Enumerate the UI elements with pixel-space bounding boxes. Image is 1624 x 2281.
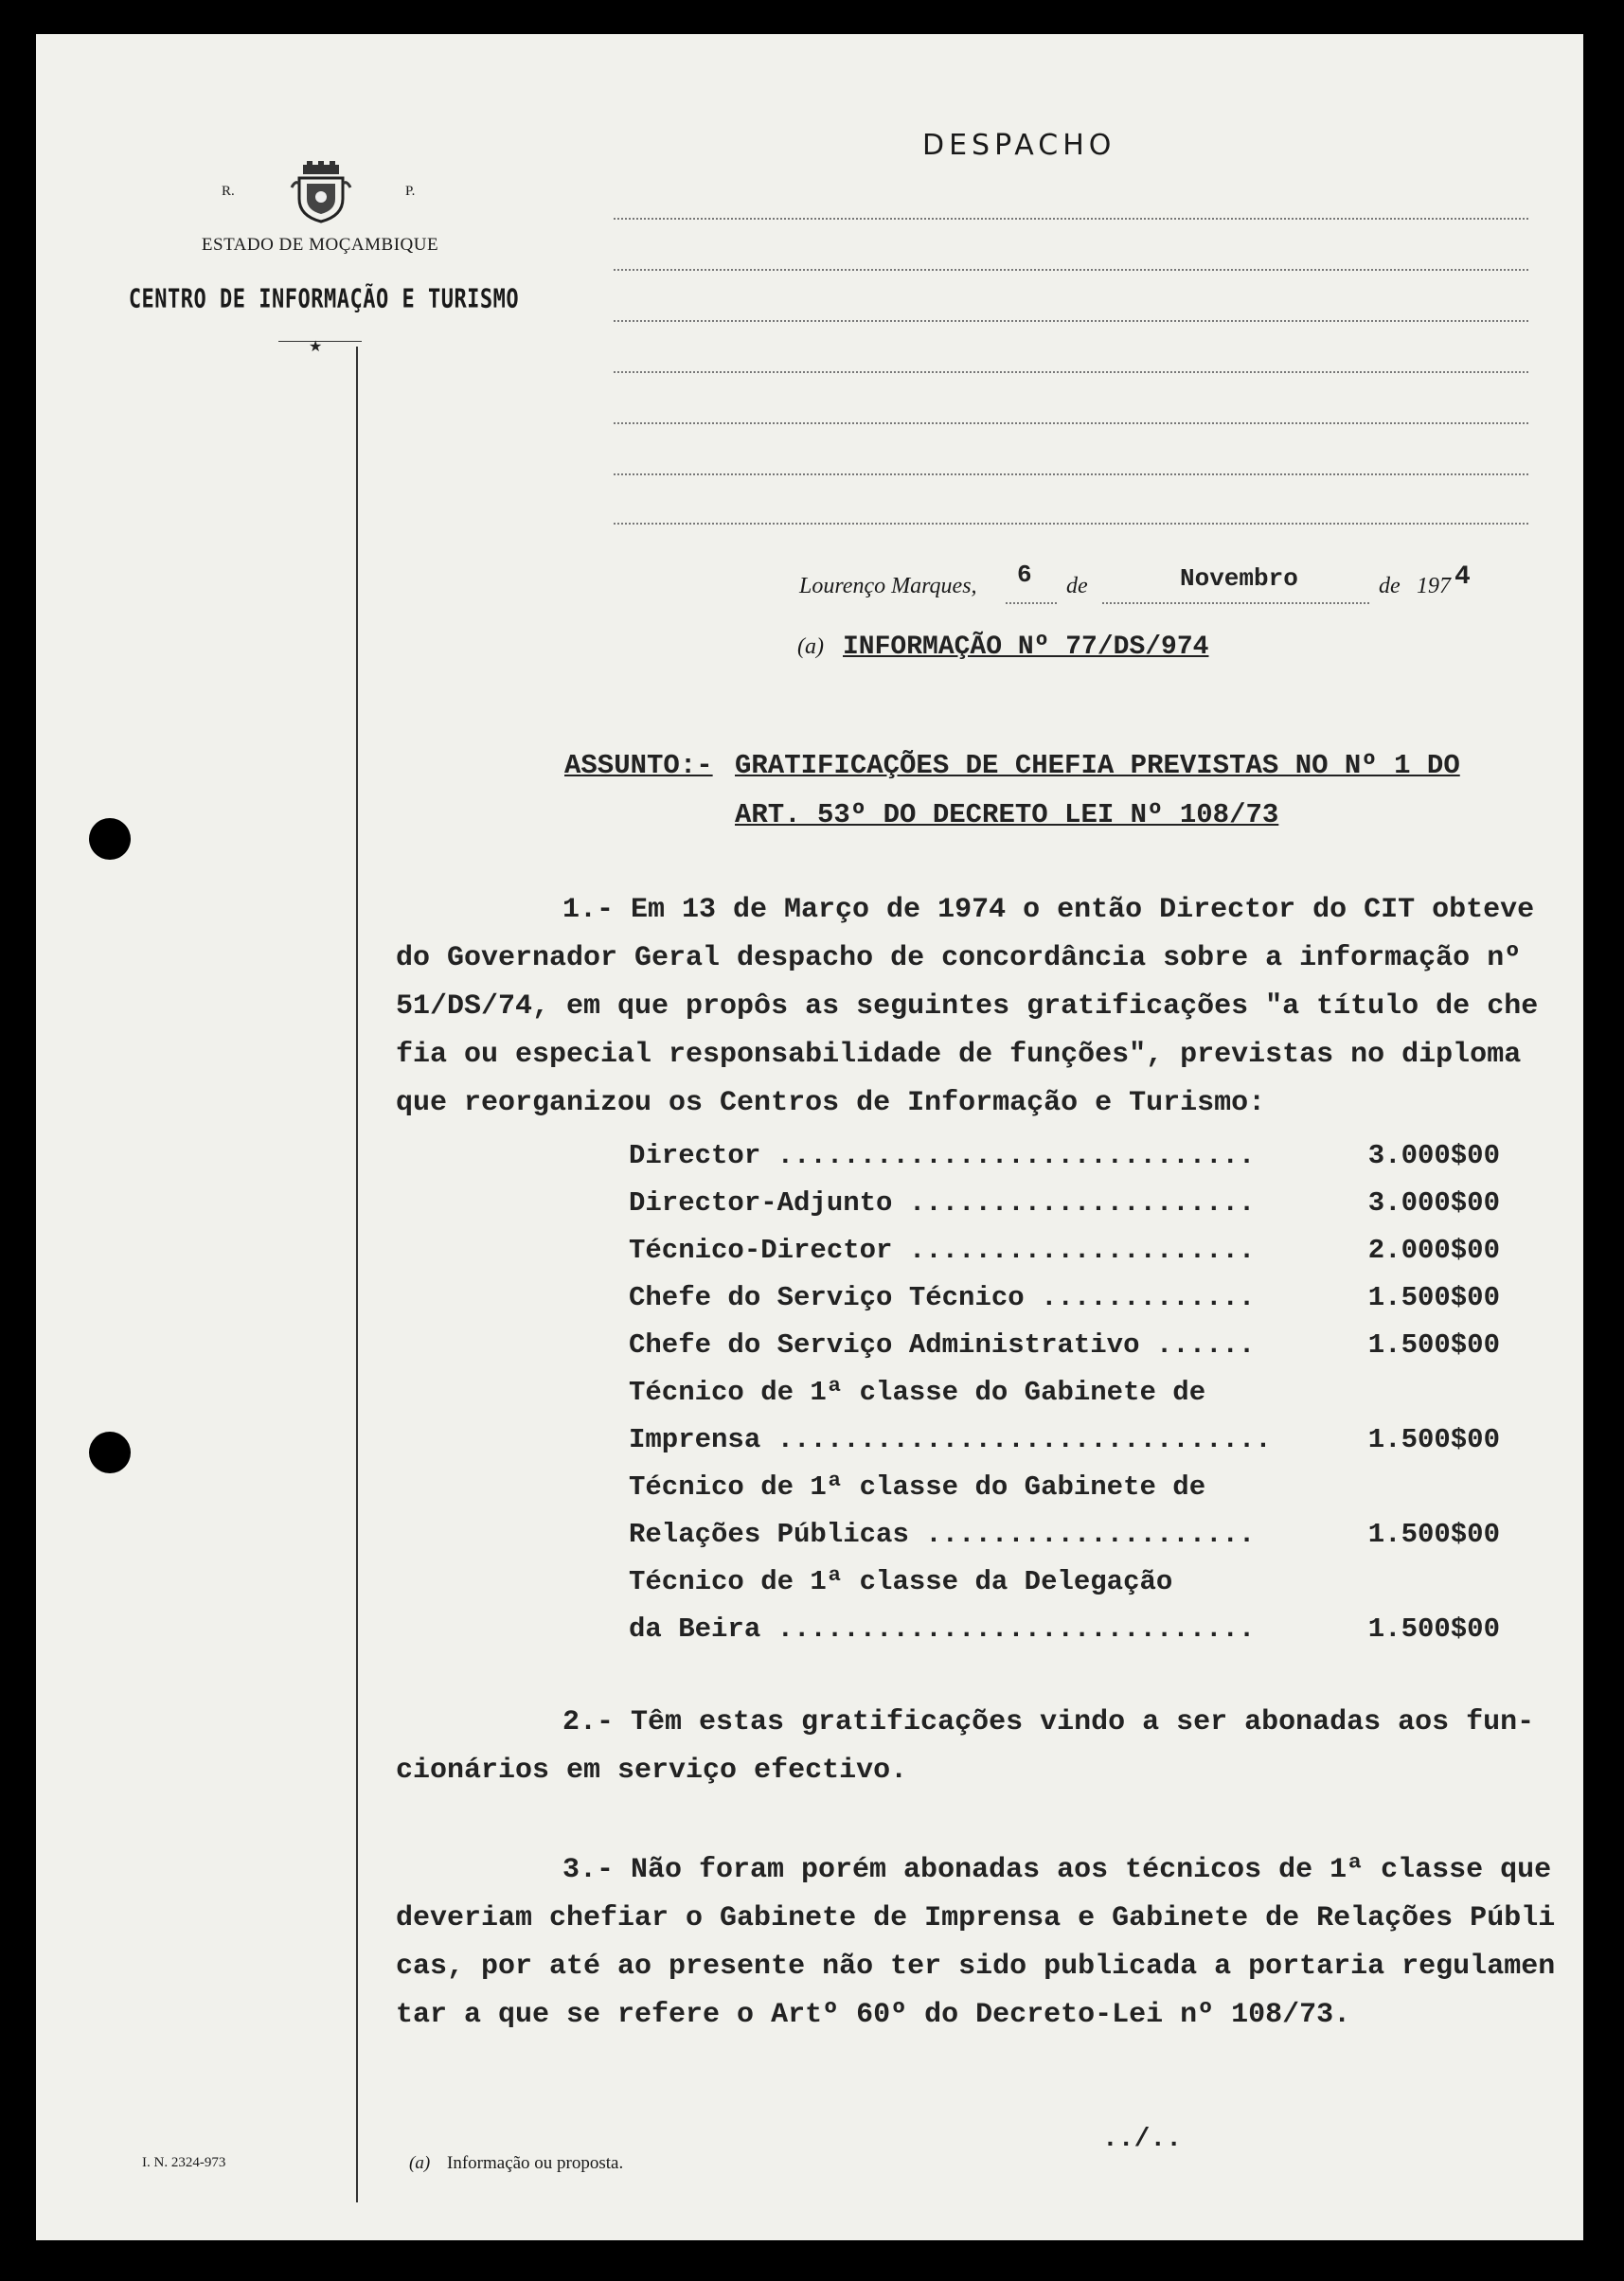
fee-row xyxy=(629,1187,1500,1235)
continuation-mark: ../.. xyxy=(1102,2125,1183,2154)
gratification-table xyxy=(629,1140,1500,1670)
fee-amount: 1.500$00 xyxy=(1367,1613,1500,1645)
star-icon: ★ xyxy=(309,339,323,355)
fee-row xyxy=(629,1377,1500,1424)
fee-row xyxy=(629,1613,1500,1661)
despacho-line-4 xyxy=(614,371,1528,373)
fee-amount: 1.500$00 xyxy=(1367,1519,1500,1550)
paragraph-2-line-1: 2.- Têm estas gratificações vindo a ser abonadas aos fun- xyxy=(562,1706,1535,1738)
fee-label: Técnico-Director ..................... xyxy=(629,1235,1256,1266)
fee-row xyxy=(629,1424,1500,1471)
despacho-line-7 xyxy=(614,523,1528,525)
ref-marker: (a) xyxy=(797,634,824,659)
document-page xyxy=(36,34,1583,2240)
despacho-line-1 xyxy=(614,218,1528,220)
fee-label: Técnico de 1ª classe da Delegação xyxy=(629,1566,1173,1597)
fee-amount: 2.000$00 xyxy=(1367,1235,1500,1266)
despacho-line-6 xyxy=(614,473,1528,475)
fee-label: Director ............................. xyxy=(629,1140,1256,1171)
date-year-digit: 4 xyxy=(1454,562,1471,592)
letterhead-state: ESTADO DE MOÇAMBIQUE xyxy=(201,235,439,255)
subject-label: ASSUNTO:- xyxy=(564,750,713,781)
fee-amount: 3.000$00 xyxy=(1367,1140,1500,1171)
fee-row xyxy=(629,1566,1500,1613)
fee-amount: 3.000$00 xyxy=(1367,1187,1500,1219)
subject-line-2: ART. 53º DO DECRETO LEI Nº 108/73 xyxy=(735,799,1279,830)
letterhead-r: R. xyxy=(222,184,235,199)
paragraph-3-line-4: tar a que se refere o Artº 60º do Decreto-Lei nº 108/73. xyxy=(396,1999,1351,2031)
despacho-line-3 xyxy=(614,320,1528,322)
fee-row xyxy=(629,1329,1500,1377)
despacho-title: DESPACHO xyxy=(922,129,1116,162)
date-day: 6 xyxy=(1017,561,1032,589)
paragraph-1-line-2: do Governador Geral despacho de concordância sobre a informação nº xyxy=(396,942,1522,974)
letterhead-office: CENTRO DE INFORMAÇÃO E TURISMO xyxy=(128,284,520,315)
date-month: Novembro xyxy=(1180,564,1298,593)
fee-amount: 1.500$00 xyxy=(1367,1329,1500,1361)
despacho-line-2 xyxy=(614,269,1528,271)
fee-label: Técnico de 1ª classe do Gabinete de xyxy=(629,1377,1206,1408)
document-reference: INFORMAÇÃO Nº 77/DS/974 xyxy=(843,633,1209,662)
date-day-dots xyxy=(1006,602,1057,604)
paragraph-1-line-5: que reorganizou os Centros de Informação e Turismo: xyxy=(396,1087,1266,1119)
fee-row xyxy=(629,1235,1500,1282)
fee-row xyxy=(629,1471,1500,1519)
fee-label: da Beira ............................. xyxy=(629,1613,1256,1645)
paragraph-3-line-1: 3.- Não foram porém abonadas aos técnicos de 1ª classe que xyxy=(562,1854,1552,1886)
paragraph-2-line-2: cionários em serviço efectivo. xyxy=(396,1755,908,1787)
despacho-line-5 xyxy=(614,422,1528,424)
fee-label: Técnico de 1ª classe do Gabinete de xyxy=(629,1471,1206,1503)
form-code: I. N. 2324-973 xyxy=(142,2155,226,2170)
fee-label: Chefe do Serviço Administrativo ...... xyxy=(629,1329,1256,1361)
fee-row xyxy=(629,1519,1500,1566)
paragraph-3-line-3: cas, por até ao presente não ter sido publicada a portaria regulamen xyxy=(396,1951,1556,1983)
date-de-2: de xyxy=(1379,574,1401,598)
date-de-1: de xyxy=(1066,574,1088,598)
coat-of-arms-icon xyxy=(290,161,352,223)
punch-hole-top xyxy=(89,818,131,860)
fee-row xyxy=(629,1140,1500,1187)
fee-amount: 1.500$00 xyxy=(1367,1282,1500,1313)
letterhead-p: P. xyxy=(405,184,416,199)
punch-hole-bottom xyxy=(89,1432,131,1473)
margin-divider-line xyxy=(356,347,358,2202)
date-year-prefix: 197 xyxy=(1417,574,1451,598)
fee-row xyxy=(629,1282,1500,1329)
paragraph-1-line-3: 51/DS/74, em que propôs as seguintes gratificações "a título de che xyxy=(396,990,1539,1023)
date-month-dots xyxy=(1102,602,1369,604)
date-line xyxy=(799,561,1557,614)
letterhead xyxy=(128,129,520,403)
fee-amount: 1.500$00 xyxy=(1367,1424,1500,1455)
fee-label: Relações Públicas .................... xyxy=(629,1519,1256,1550)
fee-label: Director-Adjunto ..................... xyxy=(629,1187,1256,1219)
paragraph-1-line-1: 1.- Em 13 de Março de 1974 o então Director do CIT obteve xyxy=(562,894,1535,926)
footnote-text: Informação ou proposta. xyxy=(447,2153,624,2173)
date-place: Lourenço Marques, xyxy=(799,574,977,598)
subject-line-1: GRATIFICAÇÕES DE CHEFIA PREVISTAS NO Nº 1 DO xyxy=(735,750,1460,781)
footnote-marker: (a) xyxy=(409,2153,431,2173)
paragraph-3-line-2: deveriam chefiar o Gabinete de Imprensa e Gabinete de Relações Públi xyxy=(396,1902,1556,1934)
fee-label: Imprensa .............................. xyxy=(629,1424,1272,1455)
fee-label: Chefe do Serviço Técnico ............. xyxy=(629,1282,1256,1313)
paragraph-1-line-4: fia ou especial responsabilidade de funções", previstas no diploma xyxy=(396,1039,1522,1071)
